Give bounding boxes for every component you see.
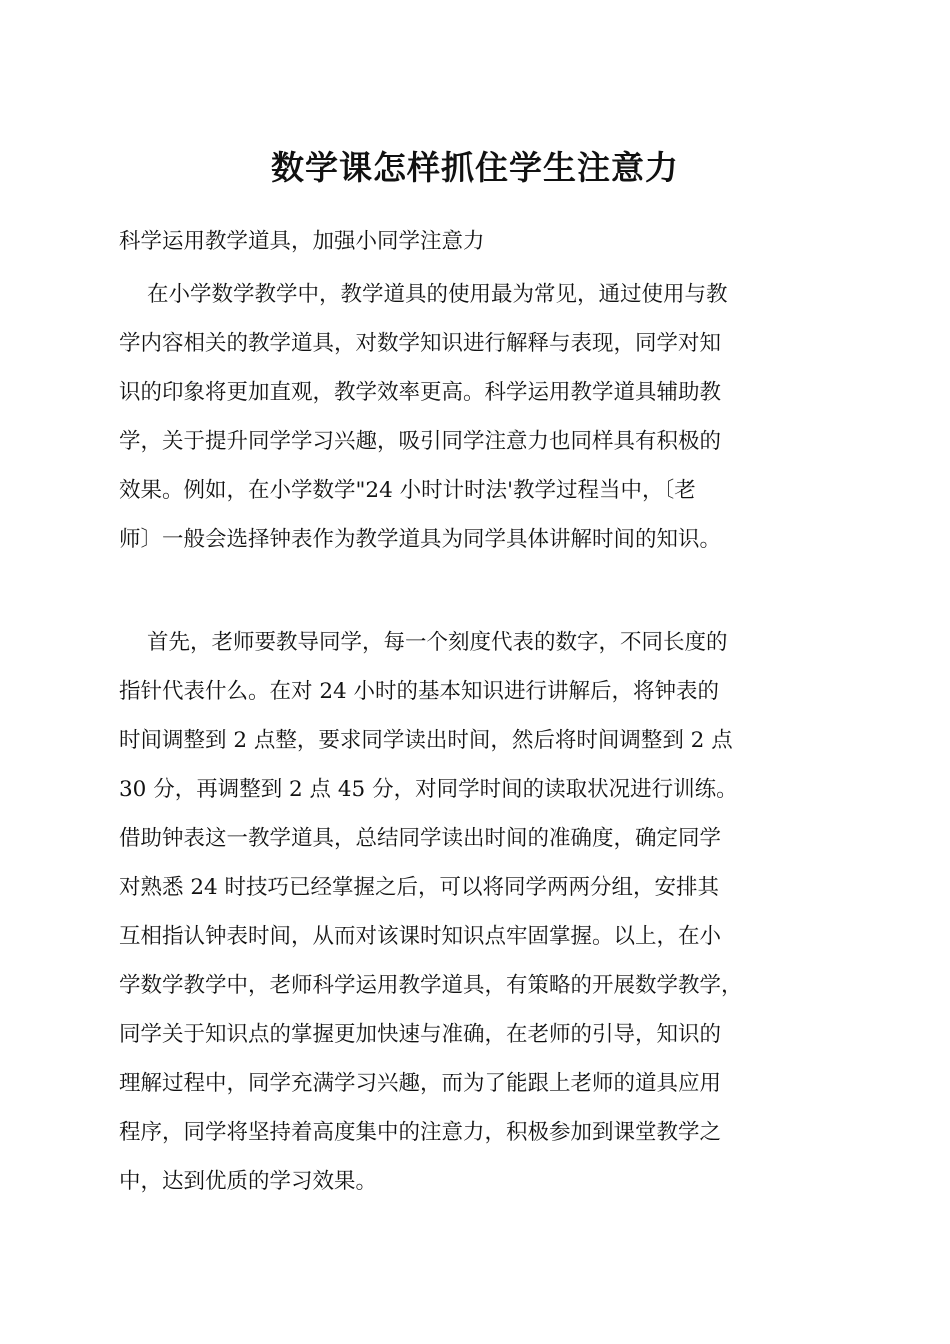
paragraph-line: 对熟悉 24 时技巧已经掌握之后，可以将同学两两分组，安排其: [119, 875, 720, 900]
paragraph-line: 在小学数学教学中，教学道具的使用最为常见，通过使用与教: [147, 282, 728, 307]
paragraph-line: 学内容相关的教学道具，对数学知识进行解释与表现，同学对知: [119, 331, 722, 356]
section-heading: 科学运用教学道具，加强小同学注意力: [119, 229, 485, 254]
paragraph-1: [119, 270, 849, 564]
paragraph-line: 时间调整到 2 点整，要求同学读出时间，然后将时间调整到 2 点: [119, 728, 733, 753]
paragraph-line: 师〕一般会选择钟表作为教学道具为同学具体讲解时间的知识。: [119, 527, 722, 552]
paragraph-line: 30 分，再调整到 2 点 45 分，对同学时间的读取状况进行训练。: [119, 777, 738, 802]
paragraph-line: 程序，同学将坚持着高度集中的注意力，积极参加到课堂教学之: [119, 1120, 722, 1145]
paragraph-line: 同学关于知识点的掌握更加快速与准确，在老师的引导，知识的: [119, 1022, 722, 1047]
paragraph-line: 识的印象将更加直观，教学效率更高。科学运用教学道具辅助教: [119, 380, 722, 405]
paragraph-line: 效果。例如，在小学数学"24 小时计时法'教学过程当中，〔老: [119, 478, 696, 503]
paragraph-line: 理解过程中，同学充满学习兴趣，而为了能跟上老师的道具应用: [119, 1071, 722, 1096]
paragraph-line: 学，关于提升同学学习兴趣，吸引同学注意力也同样具有积极的: [119, 429, 722, 454]
paragraph-2: [119, 618, 849, 1206]
paragraph-line: 借助钟表这一教学道具，总结同学读出时间的准确度，确定同学: [119, 826, 722, 851]
document-title: 数学课怎样抓住学生注意力: [271, 148, 679, 187]
paragraph-line: 互相指认钟表时间，从而对该课时知识点牢固掌握。以上，在小: [119, 924, 722, 949]
paragraph-line: 首先，老师要教导同学，每一个刻度代表的数字，不同长度的: [147, 630, 728, 655]
paragraph-line: 学数学教学中，老师科学运用教学道具，有策略的开展数学教学，: [119, 973, 743, 998]
paragraph-line: 指针代表什么。在对 24 小时的基本知识进行讲解后，将钟表的: [119, 679, 720, 704]
paragraph-line: 中，达到优质的学习效果。: [119, 1169, 378, 1194]
